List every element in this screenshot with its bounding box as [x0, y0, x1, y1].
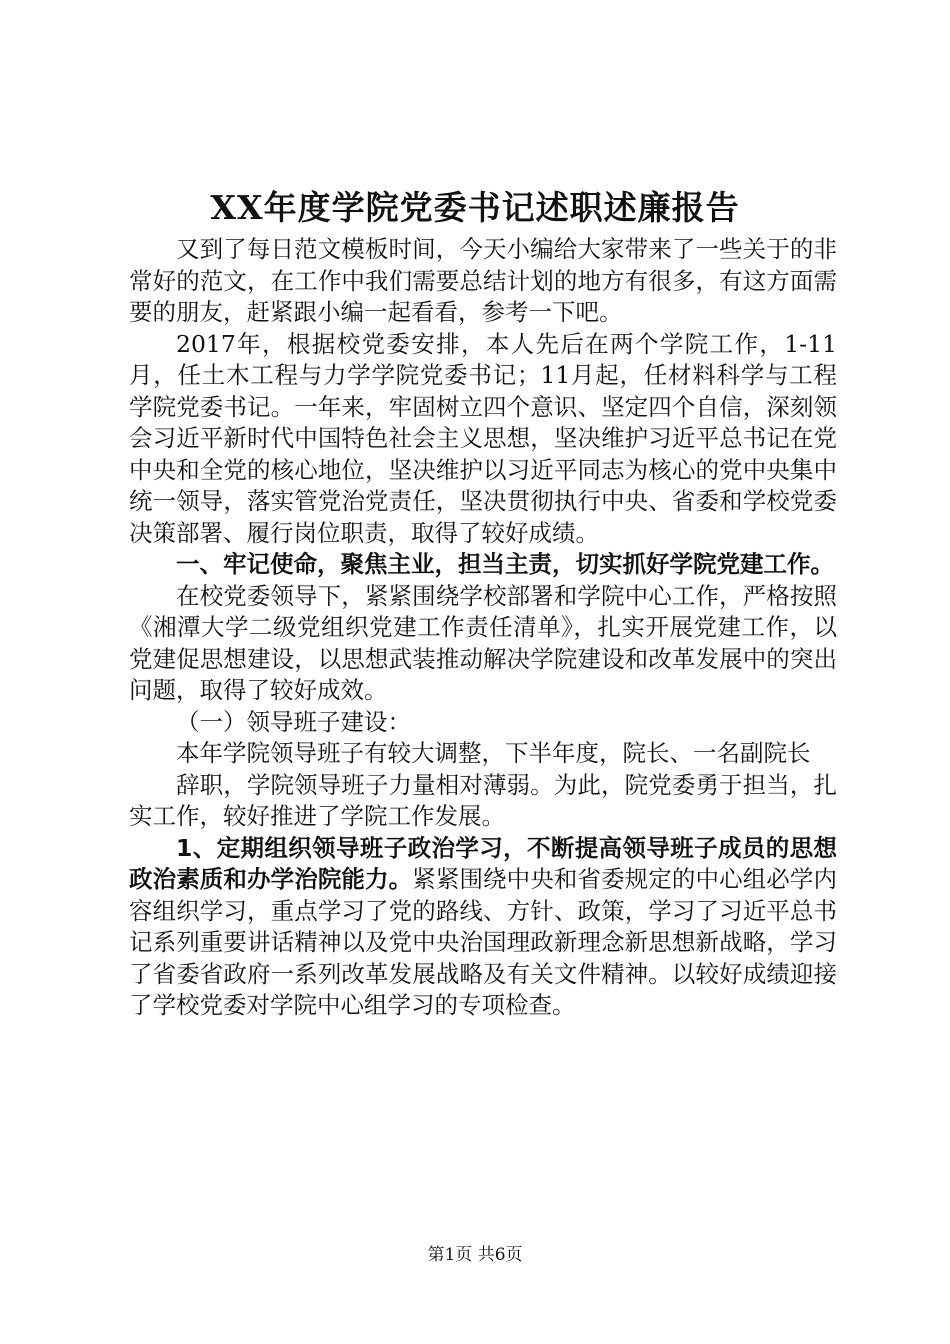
document-body [129, 234, 837, 1022]
item-text: 紧紧围绕中央和省委规定的中心组必学内容组织学习，重点学习了党的路线、方针、政策，学习了习近平总书记系列重要讲话精神以及党中央治国理政新理念新思想新战略，学习了省委省政府一系列改革发展战略及有关文件精神。以较好成绩迎接了学校党委对学院中心组学习的专项检查。 [129, 865, 838, 1019]
page-footer: 第1页 共6页 [427, 1245, 523, 1265]
section-paragraph: 在校党委领导下，紧紧围绕学校部署和学院中心工作，严格按照《湘潭大学二级党组织党建工作责任清单》，扎实开展党建工作，以党建促思想建设，以思想武装推动解决学院建设和改革发展中的突出问题，取得了较好成效。 [129, 581, 837, 704]
summary-paragraph: 2017年，根据校党委安排，本人先后在两个学院工作，1-11月，任土木工程与力学学院党委书记；11月起，任材料科学与工程学院党委书记。一年来，牢固树立四个意识、坚定四个自信，深刻领会习近平新时代中国特色社会主义思想，坚决维护习近平总书记在党中央和全党的核心地位，坚决维护以习近平同志为核心的党中央集中统一领导，落实管党治党责任，坚决贯彻执行中央、省委和学校党委决策部署、履行岗位职责，取得了较好成绩。 [129, 329, 837, 547]
subsection-heading: （一）领导班子建设： [176, 707, 411, 736]
intro-paragraph: 又到了每日范文模板时间，今天小编给大家带来了一些关于的非常好的范文，在工作中我们需要总结计划的地方有很多，有这方面需要的朋友，赶紧跟小编一起看看，参考一下吧。 [129, 235, 837, 326]
leadership-paragraph-2: 辞职，学院领导班子力量相对薄弱。为此，院党委勇于担当，扎实工作，较好推进了学院工作发展。 [129, 770, 837, 830]
item-lead: 1、定期组织领导班子政治学习，不断提高领导班子成员的思想政治素质和办学治院能力。 [129, 833, 837, 893]
section-heading: 一、牢记使命，聚焦主业，担当主责，切实抓好学院党建工作。 [176, 550, 834, 578]
document-title: XX年度学院党委书记述职述廉报告 [210, 188, 740, 227]
leadership-paragraph-1: 本年学院领导班子有较大调整，下半年度，院长、一名副院长 [176, 739, 811, 767]
item-paragraph [129, 833, 837, 1022]
